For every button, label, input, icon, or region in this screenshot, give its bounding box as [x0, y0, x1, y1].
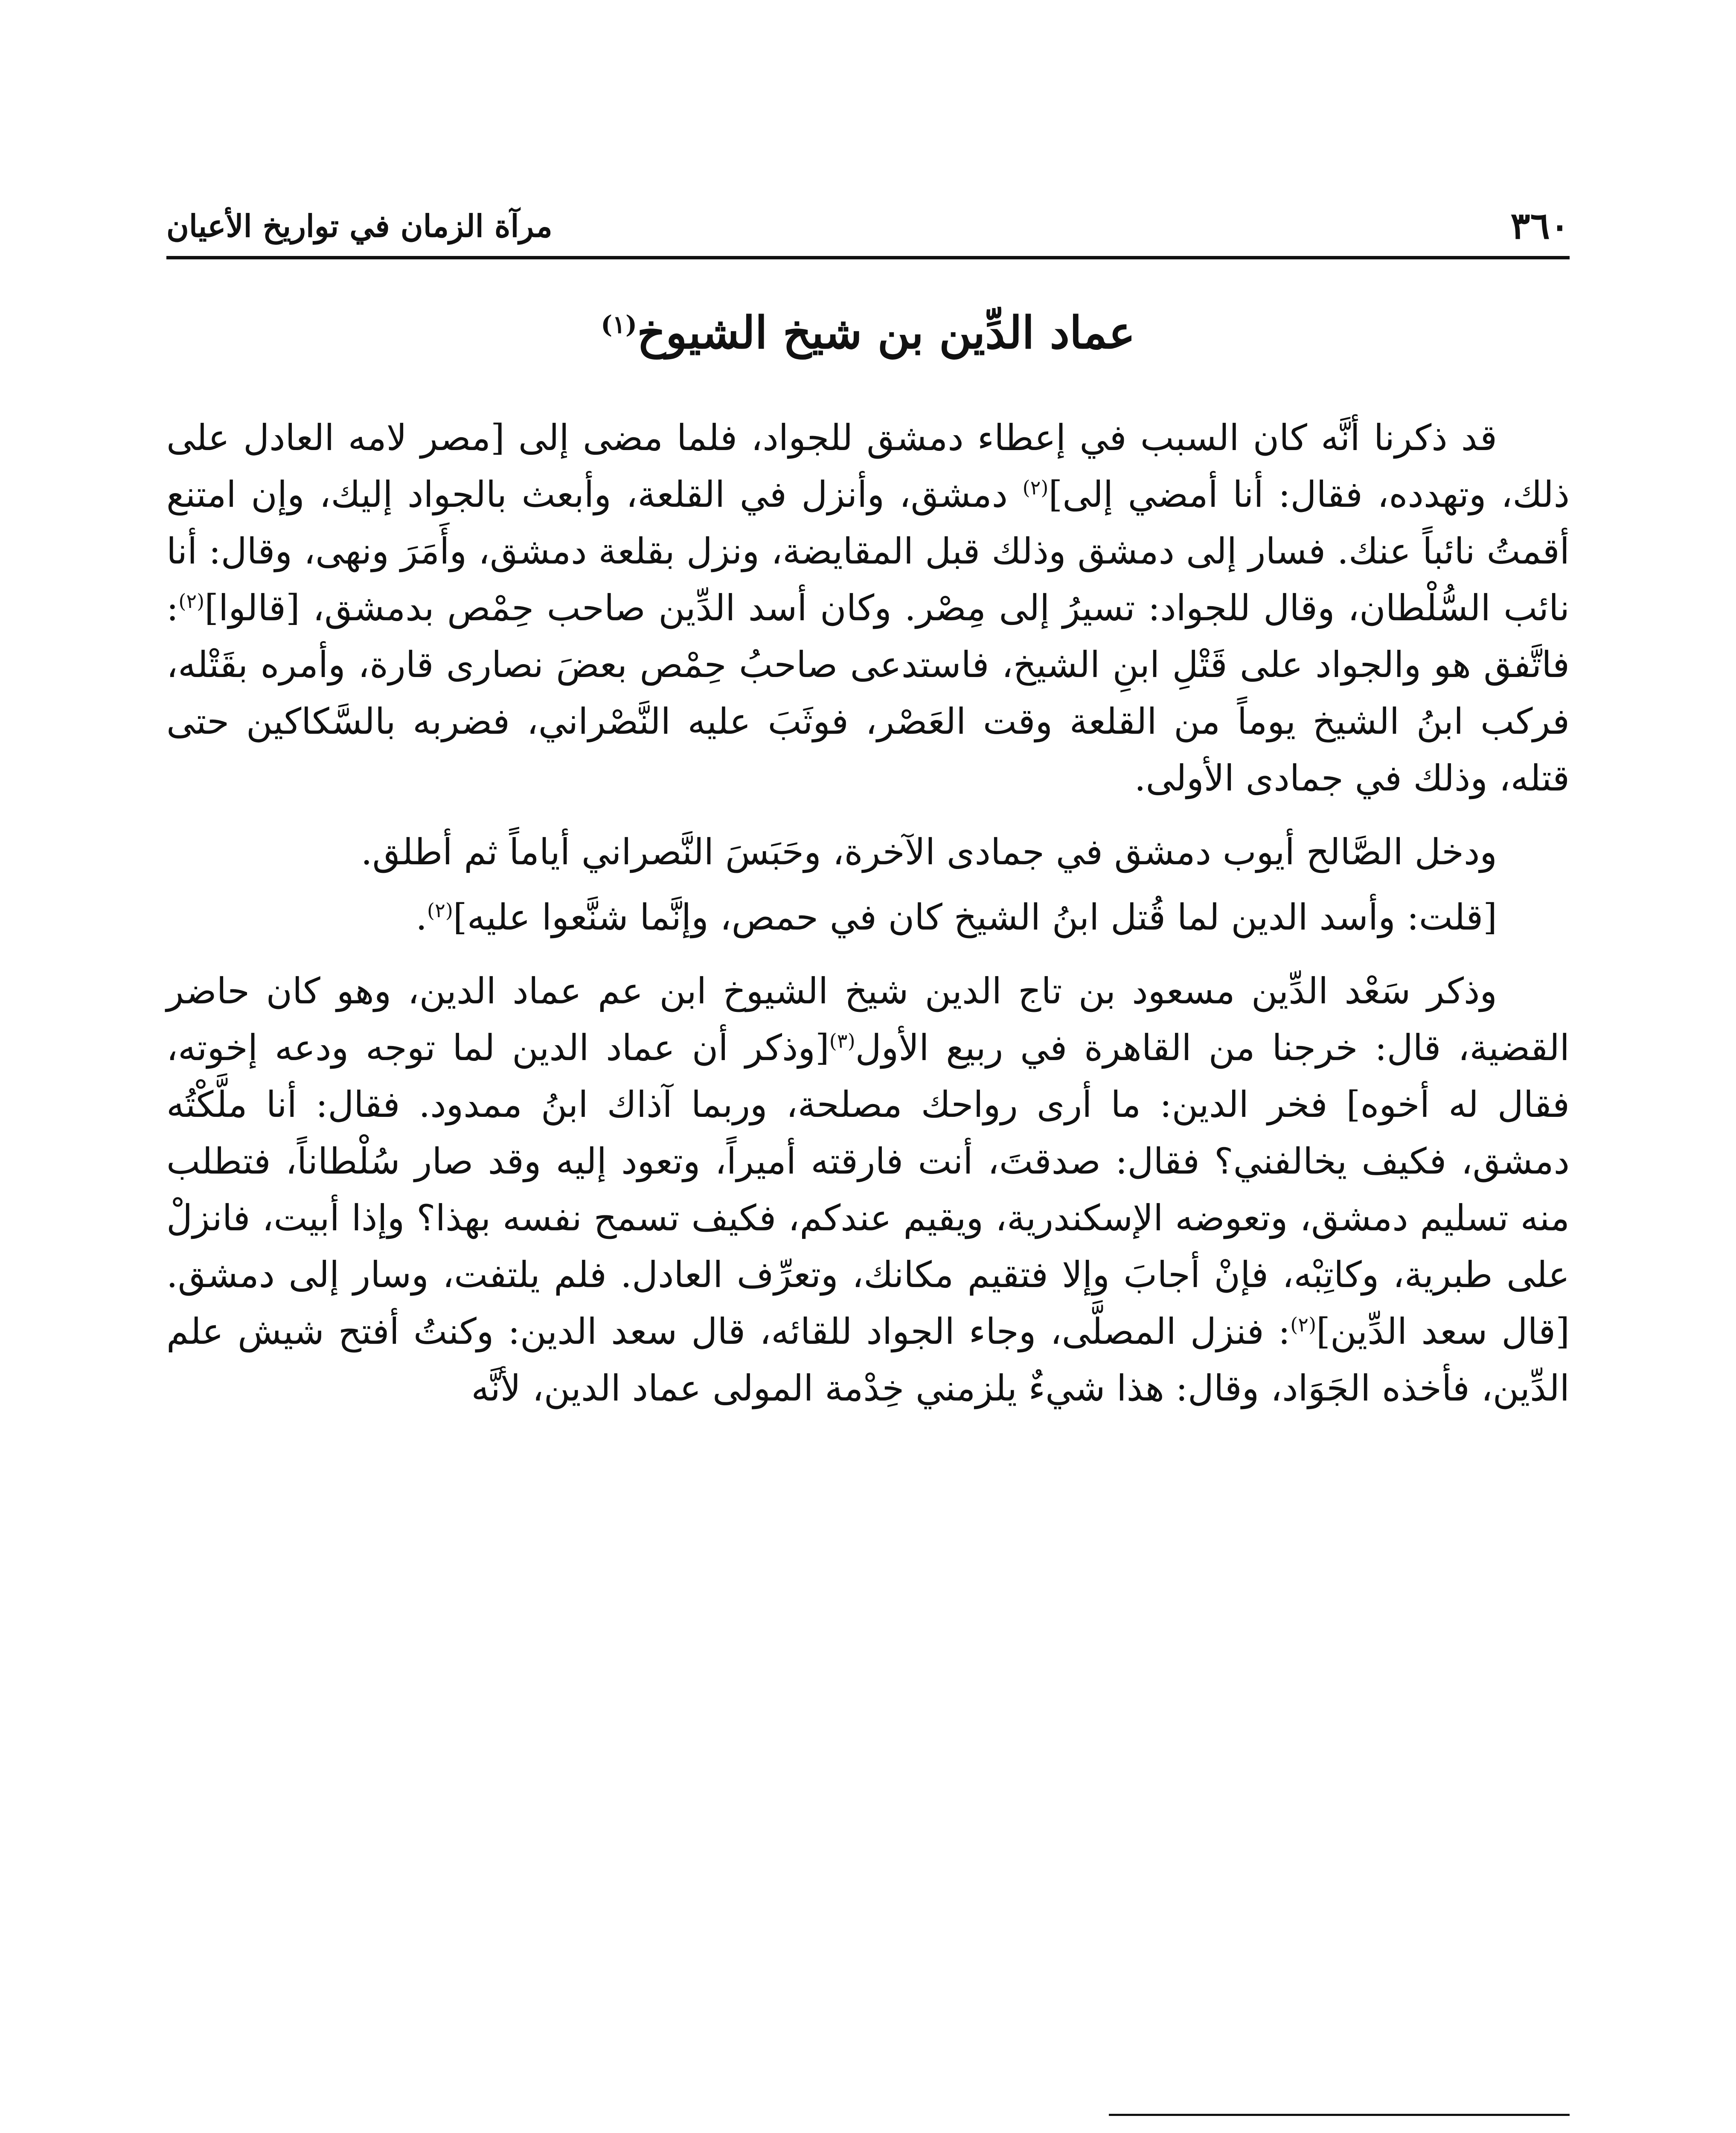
paragraph-text: دمشق، وأنزل في القلعة، وأبعث بالجواد إليك، وإن امتنع أقمتُ نائباً عنك. فسار إلى دمشق وذلك قبل المقايضة، ونزل بقلعة دمشق، وأَمَرَ ونهى، وقال: أنا نائب السُّلْطان، وقال للجواد: تسيرُ إلى مِصْر. وكان أسد الدِّين صاحب حِمْص بدمشق، [قالوا]	[166, 474, 1570, 629]
paragraph	[166, 824, 1570, 881]
footnote-marker: (٣)	[829, 1029, 855, 1052]
paragraph-text: ودخل الصَّالح أيوب دمشق في جمادى الآخرة، وحَبَسَ النَّصراني أياماً ثم أطلق.	[361, 831, 1497, 873]
footnote-marker: (١)	[601, 310, 637, 339]
paragraph-text: [وذكر أن عماد الدين لما توجه ودعه إخوته، فقال له أخوه] فخر الدين: ما أرى رواحك مصلحة، وربما آذاك ابنُ ممدود. فقال: أنا ملَّكْتُه دمشق، فكيف يخالفني؟ فقال: صدقتَ، أنت فارقته أميراً، وتعود إليه وقد صار سُلْطاناً، فتطلب منه تسليم دمشق، وتعوضه الإسكندرية، ويقيم عندكم، فكيف تسمح نفسه بهذا؟ وإذا أبيت، فانزلْ على طبرية، وكاتِبْه، فإنْ أجابَ وإلا فتقيم مكانك، وتعرِّف العادل. فلم يلتفت، وسار إلى دمشق. [قال سعد الدِّين]	[166, 1027, 1570, 1352]
paragraph-text: : فاتَّفق هو والجواد على قَتْلِ ابنِ الشيخ، فاستدعى صاحبُ حِمْص بعضَ نصارى قارة، وأمره بقَتْله، فركب ابنُ الشيخ يوماً من القلعة وقت العَصْر، فوثَبَ عليه النَّصْراني، فضربه بالسَّكاكين حتى قتله، وذلك في جمادى الأولى.	[166, 587, 1570, 799]
paragraph	[166, 889, 1570, 946]
main-text	[166, 410, 1570, 1434]
section-title	[166, 299, 1570, 367]
running-header	[166, 183, 1570, 247]
paragraph-text: [قلت: وأسد الدين لما قُتل ابنُ الشيخ كان في حمص، وإنَّما شنَّعوا عليه]	[453, 896, 1497, 938]
paragraph-text: وذكر سَعْد الدِّين مسعود بن تاج الدين شيخ الشيوخ ابن عم عماد الدين، وهو كان حاضر القضية، قال: خرجنا من القاهرة في ربيع الأول	[166, 970, 1570, 1069]
paragraph-text: قد ذكرنا أنَّه كان السبب في إعطاء دمشق للجواد، فلما مضى إلى [مصر لامه العادل على ذلك، وتهدده، فقال: أنا أمضي إلى]	[166, 417, 1570, 515]
header-divider	[166, 256, 1570, 259]
footnote-marker: (٢)	[178, 590, 205, 613]
paragraph-text: : فنزل المصلَّى، وجاء الجواد للقائه، قال سعد الدين: وكنتُ أفتح شيش علم الدِّين، فأخذه الجَوَاد، وقال: هذا شيءٌ يلزمني خِدْمة المولى عماد الدين، لأنَّه	[166, 1311, 1570, 1409]
footnote-marker: (٢)	[1022, 476, 1049, 499]
page-number: ٣٦٠	[1510, 204, 1570, 247]
paragraph	[166, 963, 1570, 1417]
footnote-marker: (٢)	[1290, 1313, 1317, 1336]
footnote-divider	[1109, 2114, 1570, 2116]
paragraph-text: .	[416, 896, 427, 938]
footnote-marker: (٢)	[427, 899, 453, 922]
paragraph	[166, 410, 1570, 807]
section-title-text: عماد الدِّين بن شيخ الشيوخ	[637, 306, 1135, 359]
running-header-book-title: مرآة الزمان في تواريخ الأعيان	[166, 208, 552, 244]
